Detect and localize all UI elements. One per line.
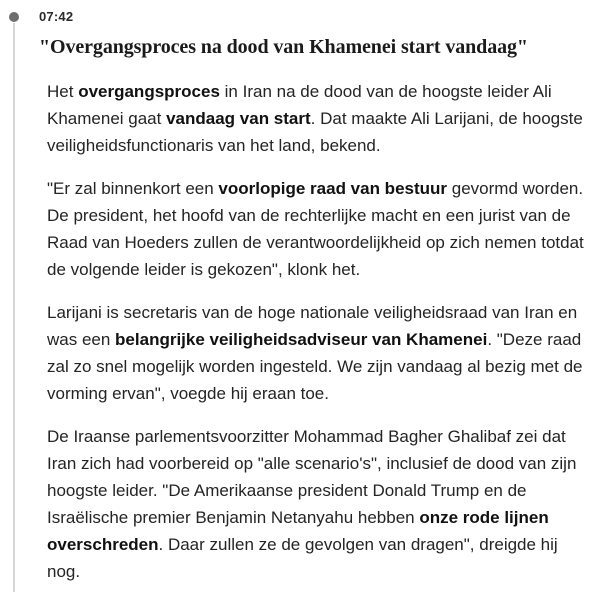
text-run: "Er zal binnenkort een <box>47 179 219 198</box>
text-run: . Daar zullen ze de gevolgen van dragen", dreigde hij nog. <box>47 535 558 581</box>
entry-headline: "Overgangsproces na dood van Khamenei start vandaag" <box>39 36 528 58</box>
text-run: De Iraanse parlementsvoorzitter Mohammad Bagher Ghalibaf zei dat Iran zich had voorbereid op "alle scenario's", inclusief de dood van zijn hoogste leider. "De Amerikaanse president Donald Trump en de Israëlische premier Benjamin Netanyahu hebben <box>47 427 577 527</box>
bold-text: belangrijke veiligheidsadviseur van Khamenei <box>115 330 488 349</box>
paragraph <box>47 78 595 159</box>
paragraph <box>47 423 595 585</box>
text-run: Larijani is secretaris van de hoge nationale veiligheidsraad van Iran en was een <box>47 303 578 349</box>
text-run: . Dat maakte Ali Larijani, de hoogste veiligheidsfunctionaris van het land, bekend. <box>47 109 583 155</box>
timeline-line <box>13 23 15 592</box>
entry-body <box>47 78 595 601</box>
timeline-dot <box>9 12 19 22</box>
bold-text: overgangsproces <box>78 82 220 101</box>
bold-text: vandaag van start <box>166 109 311 128</box>
text-run: Het <box>47 82 79 101</box>
bold-text: voorlopige raad van bestuur <box>218 179 448 198</box>
text-run: . "Deze raad zal zo snel mogelijk worden ingesteld. We zijn vandaag al bezig met de vorming ervan", voegde hij eraan toe. <box>47 330 583 403</box>
text-run: gevormd worden. De president, het hoofd van de rechterlijke macht en een jurist van de Raad van Hoeders zullen de verantwoordelijkheid op zich nemen totdat de volgende leider is gekozen", klonk het. <box>47 179 584 279</box>
paragraph <box>47 299 595 407</box>
bold-text: onze rode lijnen overschreden <box>47 508 549 554</box>
paragraph <box>47 175 595 283</box>
text-run: in Iran na de dood van de hoogste leider Ali Khamenei gaat <box>47 82 552 128</box>
entry-timestamp: 07:42 <box>39 9 74 24</box>
